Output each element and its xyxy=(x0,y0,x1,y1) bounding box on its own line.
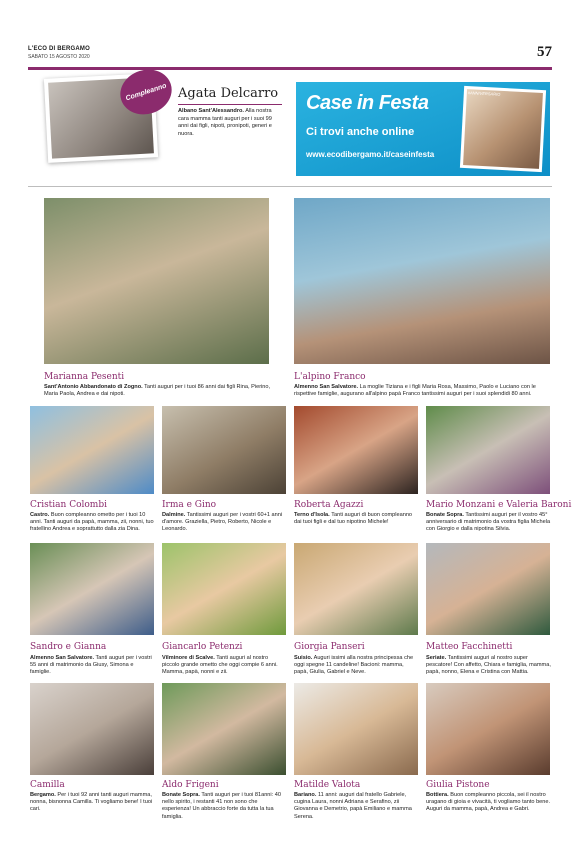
entry-text: Terno d'Isola. Tanti auguri di buon compleanno dai tuoi figli e dal tuo nipotino Michele! xyxy=(294,512,413,526)
entry-name: Mario Monzani e Valeria Baroni xyxy=(426,500,572,510)
ad-title: Case in Festa xyxy=(306,92,429,114)
entry-name: Giulia Pistone xyxy=(426,780,490,790)
newspaper-name: L'ECO DI BERGAMO xyxy=(28,46,90,52)
entry-name: Matteo Facchinetti xyxy=(426,642,513,652)
entry-name: Marianna Pesenti xyxy=(44,372,125,382)
featured-text: Albano Sant'Alessandro. Alla nostra cara mamma tanti auguri per i suoi 99 anni dai figli, nipoti, pronipoti, generi e nuora. xyxy=(178,108,272,137)
entry-name: Giorgia Panseri xyxy=(294,642,365,652)
entry-photo xyxy=(162,406,286,494)
entry-photo xyxy=(44,198,269,364)
entry-name: Camilla xyxy=(30,780,65,790)
page-number: 57 xyxy=(537,44,552,60)
entry-name: Roberta Agazzi xyxy=(294,500,364,510)
featured-birthday xyxy=(38,70,282,166)
entry-text: Dalmine. Tantissimi auguri per i vostri 60+1 anni d'amore. Graziella, Pietro, Roberto, Nicole e Leonardo. xyxy=(162,512,283,533)
entry-photo xyxy=(426,683,550,775)
entry-text: Bonate Sopra. Tantissimi auguri per il vostro 45° anniversario di matrimonio da vostra figlia Michela con Giorgio e dalla nipotina Silvia. xyxy=(426,512,551,533)
entry-name: Irma e Gino xyxy=(162,500,217,510)
entry-photo xyxy=(294,683,418,775)
entry-name: L'alpino Franco xyxy=(294,372,366,382)
entry-text: Vilminore di Scalve. Tanti auguri al nostro piccolo grande ometto che oggi compie 6 anni. Mamma, papà, nonni e zii. xyxy=(162,655,278,676)
section-divider xyxy=(28,186,552,187)
entry-name: Sandro e Gianna xyxy=(30,642,107,652)
featured-name: Agata Delcarro xyxy=(178,86,279,101)
ad-photo xyxy=(460,86,546,172)
entry-text: Sant'Antonio Abbandonato di Zogno. Tanti auguri per i tuoi 86 anni dai figli Rina, Pierino, Maria Paola, Andrea e dai nipoti. xyxy=(44,384,271,398)
entry-text: Almenno San Salvatore. La moglie Tiziana e i figli Maria Rosa, Massimo, Paolo e Luciano con le rispettive famiglie, augurano all'alpino papà Franco tantissimi auguri per i suoi splendidi 80 anni. xyxy=(294,384,536,398)
entry-photo xyxy=(162,543,286,635)
issue-date: SABATO 15 AGOSTO 2020 xyxy=(28,54,90,60)
entry-text: Bottiera. Buon compleanno piccola, sei il nostro uragano di gioia e vivacità, ti vogliamo tanto bene. Auguri da mamma, papà, Andrea e Gabri. xyxy=(426,792,551,813)
entry-text: Seriate. Tantissimi auguri al nostro super pescatore! Con affetto, Chiara e famiglia, mamma, papà, nonno, Elena e Cristina con Mattia. xyxy=(426,655,551,676)
entry-text: Almenno San Salvatore. Tanti auguri per i vostri 55 anni di matrimonio da Giusy, Simona e famiglie. xyxy=(30,655,152,676)
entry-text: Bergamo. Per i tuoi 92 anni tanti auguri mamma, nonna, bisnonna Camilla. Ti vogliamo bene! I tuoi cari. xyxy=(30,792,153,813)
ad-photo-tag: #ANNIVERSARIO xyxy=(467,90,501,97)
entry-text: Castro. Buon compleanno ometto per i tuoi 10 anni. Tanti auguri da papà, mamma, zii, nonni, tuo fratellino Andrea e soprattutto dalla zia Dina. xyxy=(30,512,154,533)
entry-photo xyxy=(426,406,550,494)
entry-text: Bariano. 11 anni: auguri dal fratello Gabriele, cugina Laura, nonni Adriana e Serafino, zii Giovanna e Demetrio, papà Emiliano e mamma Serena. xyxy=(294,792,412,820)
entry-photo xyxy=(294,198,550,364)
entry-photo xyxy=(30,406,154,494)
entry-name: Cristian Colombi xyxy=(30,500,107,510)
entry-photo xyxy=(426,543,550,635)
entry-text: Suisio. Auguri issimi alla nostra principessa che oggi spegne 11 candeline! Bacioni: mamma, papà, Giulia, Gabriel e Neve. xyxy=(294,655,414,676)
entry-photo xyxy=(294,543,418,635)
entry-photo xyxy=(30,683,154,775)
entry-name: Aldo Frigeni xyxy=(162,780,219,790)
featured-divider xyxy=(178,104,282,105)
entry-photo xyxy=(162,683,286,775)
ad-subtitle: Ci trovi anche online xyxy=(306,126,415,138)
entry-text: Bonate Sopra. Tanti auguri per i tuoi 81anni: 40 nello spirito, i restanti 41 non sono che esperienza! Un abbraccio forte da tutta la tua famiglia. xyxy=(162,792,281,820)
entry-photo xyxy=(294,406,418,494)
entry-name: Matilde Valota xyxy=(294,780,361,790)
ad-url-link[interactable]: www.ecodibergamo.it/caseinfesta xyxy=(306,150,435,159)
entry-photo xyxy=(30,543,154,635)
entry-name: Giancarlo Petenzi xyxy=(162,642,243,652)
birthday-badge: Compleanno xyxy=(114,63,177,121)
case-in-festa-ad[interactable] xyxy=(296,82,550,176)
